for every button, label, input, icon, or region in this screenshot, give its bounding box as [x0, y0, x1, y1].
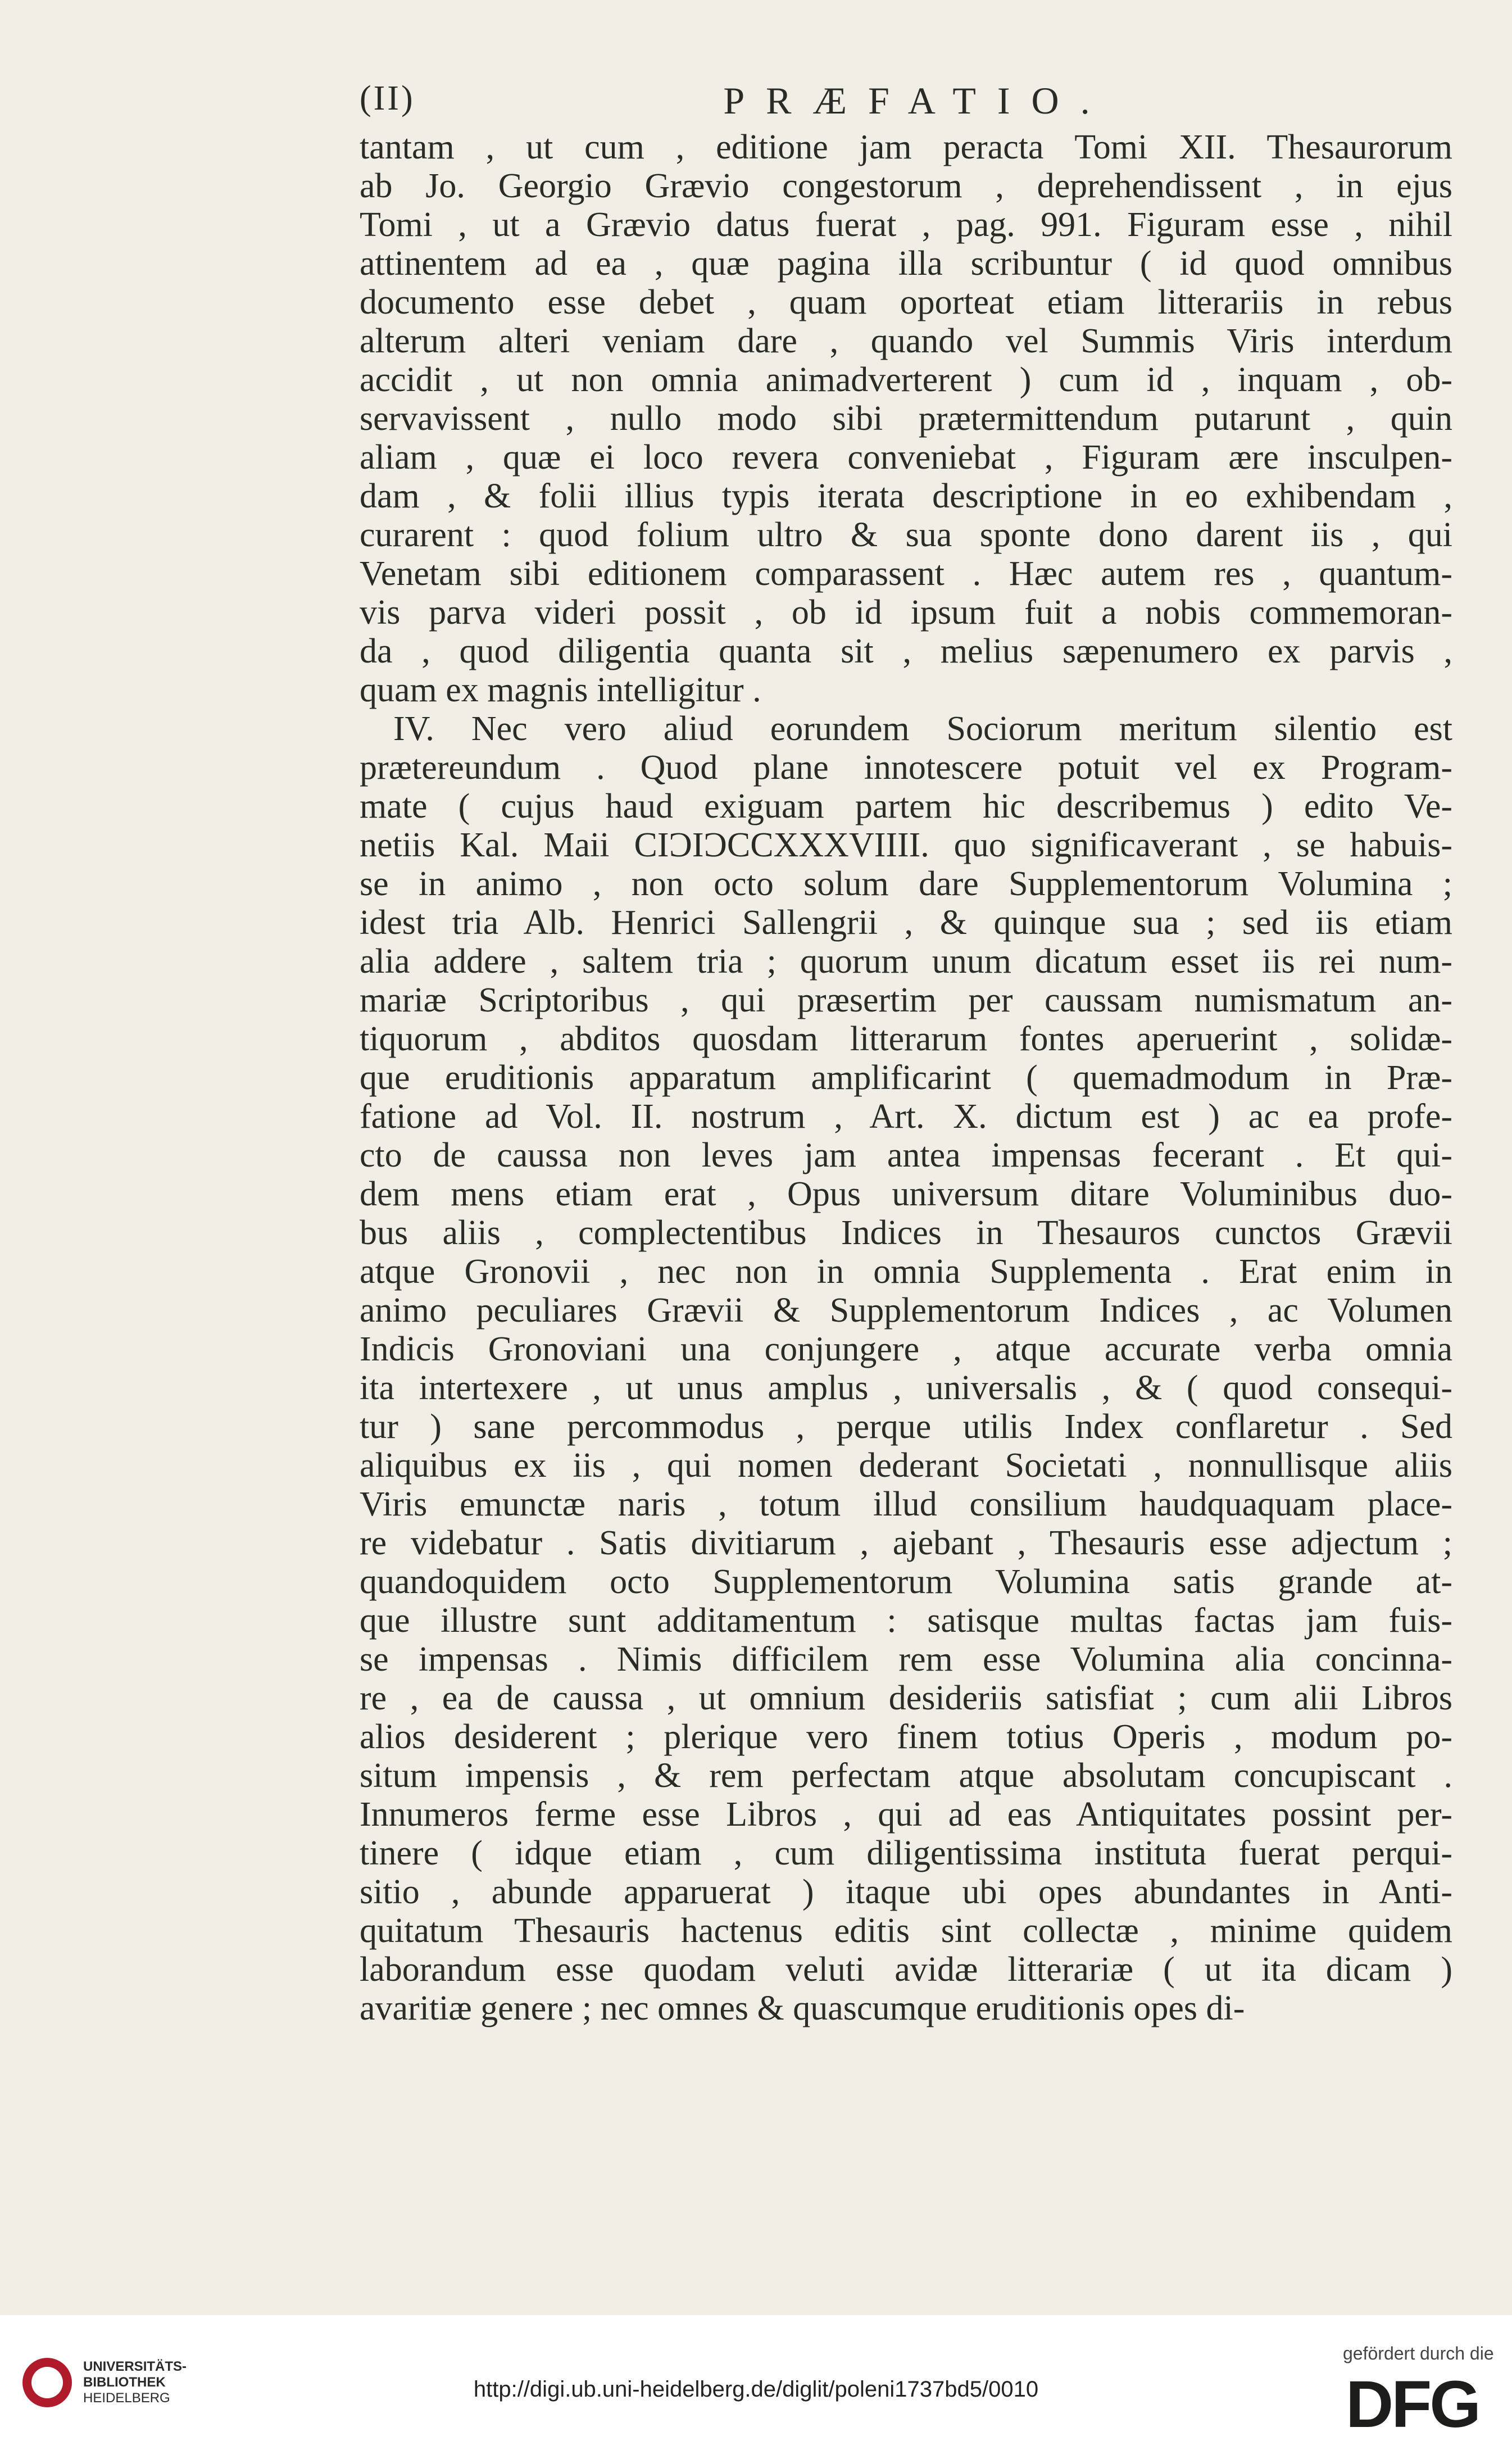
text-line: tiquorum , abditos quosdam litterarum fontes aperuerint , solidæ- — [360, 1020, 1452, 1058]
body-text — [360, 128, 1452, 2028]
text-line: IV. Nec vero aliud eorundem Sociorum meritum silentio est — [393, 710, 1452, 748]
text-line: atque Gronovii , nec non in omnia Supplementa . Erat enim in — [360, 1253, 1452, 1291]
text-line: situm impensis , & rem perfectam atque absolutam concupiscant . — [360, 1757, 1452, 1795]
page-url[interactable]: http://digi.ub.uni-heidelberg.de/diglit/poleni1737bd5/0010 — [473, 2377, 1039, 2402]
text-line: idest tria Alb. Henrici Sallengrii , & quinque sua ; sed iis etiam — [360, 904, 1452, 942]
text-line: aliquibus ex iis , qui nomen dederant Societati , nonnullisque aliis — [360, 1446, 1452, 1485]
text-line: mariæ Scriptoribus , qui præsertim per caussam numismatum an- — [360, 981, 1452, 1019]
text-line: quitatum Thesauris hactenus editis sint collectæ , minime quidem — [360, 1912, 1452, 1950]
text-line: quandoquidem octo Supplementorum Volumina satis grande at- — [360, 1563, 1452, 1601]
text-line: que eruditionis apparatum amplificarint ( quemadmodum in Præ- — [360, 1059, 1452, 1097]
text-line: attinentem ad ea , quæ pagina illa scribuntur ( id quod omnibus — [360, 244, 1452, 283]
text-line: re , ea de caussa , ut omnium desideriis satisfiat ; cum alii Libros — [360, 1679, 1452, 1717]
page-number: (II) — [360, 79, 415, 117]
text-line: Indicis Gronoviani una conjungere , atque accurate verba omnia — [360, 1330, 1452, 1368]
dfg-logo: DFG — [1346, 2367, 1479, 2442]
text-line: re videbatur . Satis divitiarum , ajebant , Thesauris esse adjectum ; — [360, 1524, 1452, 1562]
text-line: avaritiæ genere ; nec omnes & quascumque eruditionis opes di- — [360, 1989, 1245, 2027]
text-line: mate ( cujus haud exiguam partem hic describemus ) edito Ve- — [360, 787, 1452, 825]
text-line: vis parva videri possit , ob id ipsum fuit a nobis commemoran- — [360, 593, 1452, 632]
text-line: sitio , abunde apparuerat ) itaque ubi opes abundantes in Anti- — [360, 1873, 1452, 1911]
text-line: laborandum esse quodam veluti avidæ litterariæ ( ut ita dicam ) — [360, 1950, 1452, 1989]
text-line: aliam , quæ ei loco revera conveniebat , Figuram ære insculpen- — [360, 438, 1452, 477]
text-line: se in animo , non octo solum dare Supplementorum Volumina ; — [360, 865, 1452, 903]
text-line: prætereundum . Quod plane innotescere potuit vel ex Program- — [360, 748, 1452, 787]
text-line: da , quod diligentia quanta sit , melius sæpenumero ex parvis , — [360, 632, 1452, 670]
text-line: dem mens etiam erat , Opus universum ditare Voluminibus duo- — [360, 1175, 1452, 1213]
text-line: bus aliis , complectentibus Indices in Thesauros cunctos Grævii — [360, 1214, 1452, 1252]
text-line: tantam , ut cum , editione jam peracta Tomi XII. Thesaurorum — [360, 128, 1452, 166]
text-line: cto de caussa non leves jam antea impensas fecerant . Et qui- — [360, 1136, 1452, 1174]
text-line: que illustre sunt additamentum : satisque multas factas jam fuis- — [360, 1601, 1452, 1640]
text-line: servavissent , nullo modo sibi prætermittendum putarunt , quin — [360, 400, 1452, 438]
text-line: tur ) sane percommodus , perque utilis Index conflaretur . Sed — [360, 1408, 1452, 1446]
university-library-name: UNIVERSITÄTS- BIBLIOTHEK HEIDELBERG — [83, 2359, 187, 2406]
text-line: tinere ( idque etiam , cum diligentissima instituta fuerat perqui- — [360, 1834, 1452, 1872]
text-line: ita intertexere , ut unus amplus , universalis , & ( quod consequi- — [360, 1369, 1452, 1407]
text-line: fatione ad Vol. II. nostrum , Art. X. dictum est ) ac ea profe- — [360, 1097, 1452, 1136]
text-line: alia addere , saltem tria ; quorum unum dicatum esset iis rei num- — [360, 942, 1452, 981]
text-line: documento esse debet , quam oporteat etiam litterariis in rebus — [360, 283, 1452, 321]
page-header — [360, 79, 1452, 129]
text-line: netiis Kal. Maii CIƆIƆCCXXXVIIII. quo significaverant , se habuis- — [360, 826, 1452, 864]
funding-label: gefördert durch die — [1343, 2343, 1494, 2363]
text-line: ab Jo. Georgio Grævio congestorum , deprehendissent , in ejus — [360, 167, 1452, 205]
text-line: alios desiderent ; plerique vero finem totius Operis , modum po- — [360, 1718, 1452, 1756]
running-title: PRÆFATIO. — [723, 79, 1111, 122]
text-line: Innumeros ferme esse Libros , qui ad eas Antiquitates possint per- — [360, 1795, 1452, 1834]
viewer-footer — [0, 2315, 1512, 2450]
text-line: curarent : quod folium ultro & sua sponte dono darent iis , qui — [360, 516, 1452, 554]
text-line: accidit , ut non omnia animadverterent ) cum id , inquam , ob- — [360, 361, 1452, 399]
text-line: animo peculiares Grævii & Supplementorum Indices , ac Volumen — [360, 1291, 1452, 1330]
text-line: se impensas . Nimis difficilem rem esse Volumina alia concinna- — [360, 1640, 1452, 1678]
text-line: alterum alteri veniam dare , quando vel Summis Viris interdum — [360, 322, 1452, 360]
text-line: Tomi , ut a Grævio datus fuerat , pag. 991. Figuram esse , nihil — [360, 206, 1452, 244]
text-line: Venetam sibi editionem comparassent . Hæc autem res , quantum- — [360, 555, 1452, 593]
text-line: Viris emunctæ naris , totum illud consilium haudquaquam place- — [360, 1485, 1452, 1523]
text-line: quam ex magnis intelligitur . — [360, 671, 761, 709]
text-line: dam , & folii illius typis iterata descriptione in eo exhibendam , — [360, 477, 1452, 515]
